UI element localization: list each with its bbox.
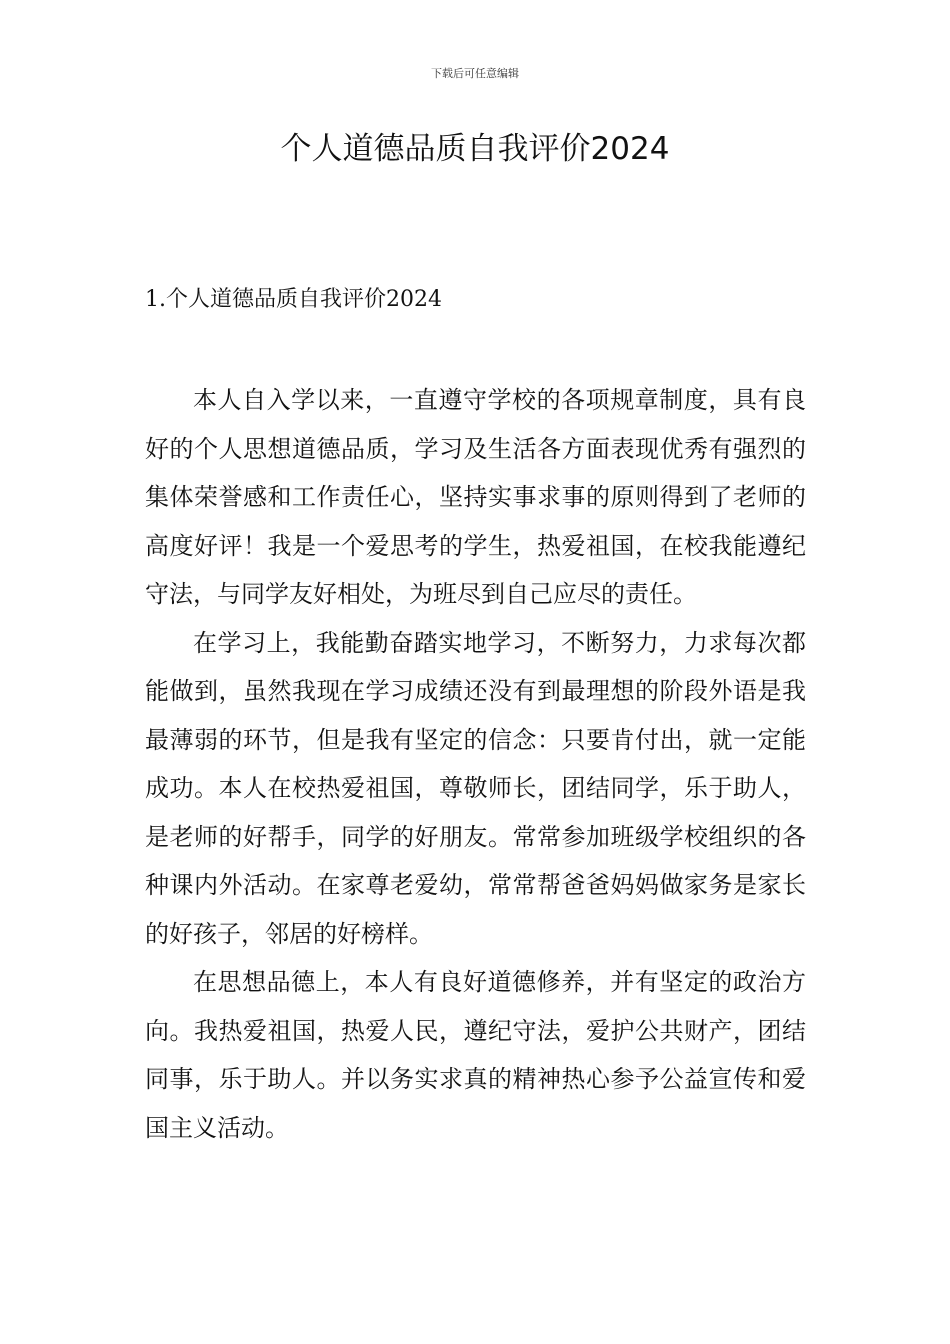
body-paragraph: 本人自入学以来，一直遵守学校的各项规章制度，具有良好的个人思想道德品质，学习及生活各方面表现优秀有强烈的集体荣誉感和工作责任心，坚持实事求事的原则得到了老师的高度好评！我是一个爱思考的学生，热爱祖国，在校我能遵纪守法，与同学友好相处，为班尽到自己应尽的责任。 xyxy=(145,386,806,608)
header-note: 下载后可任意编辑 xyxy=(431,67,519,80)
document-title: 个人道德品质自我评价2024 xyxy=(280,131,670,167)
body-paragraph: 在思想品德上，本人有良好道德修养，并有坚定的政治方向。我热爱祖国，热爱人民，遵纪守法，爱护公共财产，团结同事，乐于助人。并以务实求真的精神热心参予公益宣传和爱国主义活动。 xyxy=(145,968,806,1142)
section-heading: 1.个人道德品质自我评价2024 xyxy=(145,287,442,312)
body-paragraph: 在学习上，我能勤奋踏实地学习，不断努力，力求每次都能做到，虽然我现在学习成绩还没有到最理想的阶段外语是我最薄弱的环节，但是我有坚定的信念：只要肯付出，就一定能成功。本人在校热爱祖国，尊敬师长，团结同学，乐于助人，是老师的好帮手，同学的好朋友。常常参加班级学校组织的各种课内外活动。在家尊老爱幼，常常帮爸爸妈妈做家务是家长的好孩子，邻居的好榜样。 xyxy=(145,628,806,948)
document-body xyxy=(145,376,806,1152)
